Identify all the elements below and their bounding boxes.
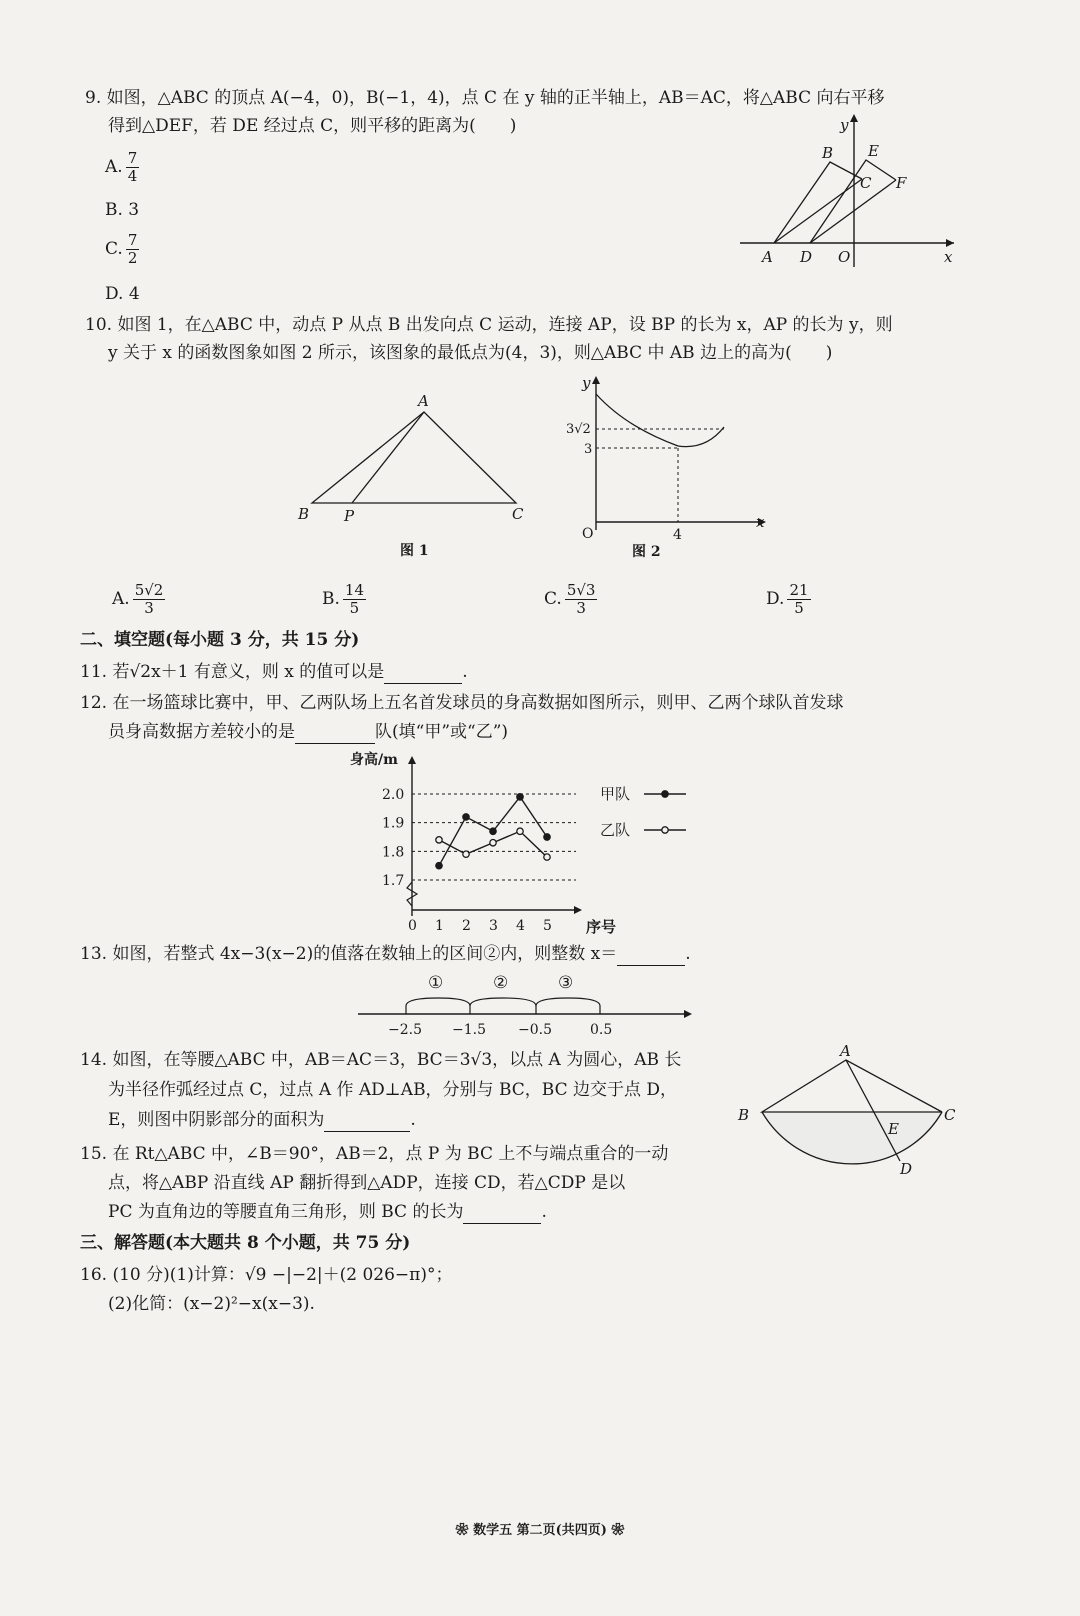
- tick-neg0.5: −0.5: [518, 1022, 552, 1038]
- fig2-label-4: 4: [673, 527, 682, 543]
- q13-number-line: [358, 968, 698, 1038]
- q16-line2: (2)化简：(x−2)²−x(x−3).: [108, 1294, 315, 1314]
- fig2-label-3: 3: [584, 442, 593, 457]
- y-axis-arrow: [408, 756, 416, 764]
- q15-answer-blank[interactable]: [463, 1205, 541, 1224]
- q14-stem-line2: 为半径作弧经过点 C，过点 A 作 AD⊥AB，分别与 BC，BC 边交于点 D，: [108, 1080, 678, 1100]
- series-2-point-1: [436, 837, 442, 843]
- q10-option-a: A. $\frac{5√2}{3}$: [112, 581, 164, 617]
- series-1-point-1: [436, 862, 442, 868]
- x-tick-label-4: 4: [516, 918, 525, 934]
- q12-stem-line2: 员身高数据方差较小的是 队(填“甲”或“乙”): [108, 722, 509, 742]
- q12-answer-blank[interactable]: [295, 725, 375, 744]
- q9-label-e: E: [868, 142, 879, 160]
- q14-stem-line3: E，则图中阴影部分的面积为 .: [108, 1110, 416, 1130]
- interval-2-label: ②: [493, 973, 509, 993]
- q9-label-b: B: [822, 144, 834, 162]
- interval-3-label: ③: [558, 973, 574, 993]
- q10-stem-line2: y 关于 x 的函数图象如图 2 所示，该图象的最低点为(4，3)，则△ABC 中 AB 边上的高为( ): [108, 343, 833, 363]
- y-tick-label-1.8: 1.8: [382, 844, 405, 861]
- q14-label-c: C: [944, 1106, 956, 1124]
- q10-figure-2: [566, 372, 776, 562]
- y-tick-label-2.0: 2.0: [382, 787, 405, 803]
- q9-option-a: A. $\frac{7}{4}$: [105, 149, 138, 185]
- q14-figure: [734, 1042, 974, 1192]
- q10-stem-line1: 10. 如图 1，在△ABC 中，动点 P 从点 B 出发向点 C 运动，连接 AP，设 BP 的长为 x，AP 的长为 y，则: [85, 315, 893, 335]
- q12-stem-line1: 12. 在一场篮球比赛中，甲、乙两队场上五名首发球员的身高数据如图所示，则甲、乙两个球队首发球: [80, 693, 844, 713]
- fig1-caption: 图 1: [400, 543, 429, 559]
- fig2-label-3root2: 3√2: [566, 422, 591, 437]
- q14-label-d: D: [900, 1160, 913, 1178]
- q15-stem-line2: 点，将△ABP 沿直线 AP 翻折得到△ADP，连接 CD，若△CDP 是以: [108, 1173, 626, 1193]
- series-2-point-2: [463, 851, 469, 857]
- q9-stem-line1: 9. 如图，△ABC 的顶点 A(−4，0)，B(−1，4)，点 C 在 y 轴的正半轴上，AB＝AC，将△ABC 向右平移: [85, 88, 885, 108]
- q10-option-c: C. $\frac{5√3}{3}$: [544, 581, 596, 617]
- series-1-point-4: [517, 794, 523, 800]
- x-axis-title: 序号: [586, 918, 617, 936]
- legend-marker-1: [662, 791, 668, 797]
- height-line-chart: [344, 748, 704, 948]
- y-tick-label-1.9: 1.9: [382, 815, 405, 832]
- q10-figure-1: [296, 388, 536, 568]
- q9-label-o: O: [838, 248, 851, 266]
- x-tick-label-3: 3: [489, 918, 498, 934]
- q10-option-b: B. $\frac{14}{5}$: [322, 581, 364, 617]
- q11-stem: 11. 若√2x＋1 有意义，则 x 的值可以是 .: [80, 662, 468, 682]
- y-axis-title: 身高/m: [350, 752, 398, 768]
- q14-answer-blank[interactable]: [324, 1113, 410, 1132]
- fig1-label-b: B: [298, 505, 310, 523]
- q9-coordinate-figure: [738, 112, 968, 272]
- q9-label-f: F: [896, 174, 907, 192]
- q9-label-a: A: [762, 248, 773, 266]
- series-1-point-2: [463, 814, 469, 820]
- fig2-label-o: O: [582, 526, 594, 542]
- fig1-label-c: C: [512, 505, 524, 523]
- x-axis-arrow: [574, 906, 582, 914]
- legend-label-2: 乙队: [600, 821, 631, 839]
- x-tick-label-0: 0: [408, 918, 417, 934]
- q15-stem-line1: 15. 在 Rt△ABC 中，∠B＝90°，AB＝2，点 P 为 BC 上不与端点重合的一动: [80, 1144, 669, 1164]
- q9-label-x: x: [944, 248, 953, 266]
- legend-marker-2: [662, 827, 668, 833]
- tick-neg1.5: −1.5: [452, 1022, 486, 1038]
- series-2-point-3: [490, 840, 496, 846]
- y-tick-label-1.7: 1.7: [382, 873, 405, 889]
- q9-label-c: C: [860, 174, 872, 192]
- x-tick-label-2: 2: [462, 918, 471, 934]
- fig1-label-p: P: [344, 507, 355, 525]
- q14-label-b: B: [738, 1106, 750, 1124]
- series-1-point-3: [490, 828, 496, 834]
- q9-option-c: C. $\frac{7}{2}$: [105, 231, 138, 267]
- q13-answer-blank[interactable]: [617, 947, 685, 966]
- q9-label-d: D: [800, 248, 813, 266]
- q13-stem: 13. 如图，若整式 4x−3(x−2)的值落在数轴上的区间②内，则整数 x＝ .: [80, 944, 691, 964]
- q14-label-e: E: [888, 1120, 899, 1138]
- legend-label-1: 甲队: [600, 785, 631, 803]
- q9-option-b: B. 3: [105, 200, 140, 220]
- fig2-caption: 图 2: [632, 544, 661, 560]
- q9-option-d: D. 4: [105, 284, 140, 304]
- series-2-point-5: [544, 854, 550, 860]
- q11-answer-blank[interactable]: [384, 665, 462, 684]
- fig1-label-a: A: [418, 392, 429, 410]
- page-footer: ❀ 数学五 第二页(共四页) ❀: [455, 1523, 625, 1538]
- q9-stem-line2: 得到△DEF，若 DE 经过点 C，则平移的距离为( ): [108, 116, 517, 136]
- series-2-point-4: [517, 828, 523, 834]
- q16-line1: 16. (10 分)(1)计算：√9 −|−2|＋(2 026−π)°；: [80, 1265, 453, 1285]
- q14-label-a: A: [840, 1042, 851, 1060]
- section-2-heading: 二、填空题(每小题 3 分，共 15 分): [80, 630, 360, 650]
- q10-option-d: D. $\frac{21}{5}$: [766, 581, 809, 617]
- q15-stem-line3: PC 为直角边的等腰直角三角形，则 BC 的长为 .: [108, 1202, 547, 1222]
- series-1-point-5: [544, 834, 550, 840]
- interval-1-label: ①: [428, 973, 444, 993]
- fig2-label-y: y: [582, 374, 591, 392]
- tick-0.5: 0.5: [590, 1022, 613, 1038]
- q9-label-y: y: [840, 116, 849, 134]
- x-tick-label-1: 1: [435, 918, 444, 934]
- tick-neg2.5: −2.5: [388, 1022, 422, 1038]
- fig2-label-x: x: [756, 513, 765, 531]
- x-tick-label-5: 5: [543, 918, 552, 934]
- section-3-heading: 三、解答题(本大题共 8 个小题，共 75 分): [80, 1233, 411, 1253]
- q14-stem-line1: 14. 如图，在等腰△ABC 中，AB＝AC＝3，BC＝3√3，以点 A 为圆心，AB 长: [80, 1050, 682, 1070]
